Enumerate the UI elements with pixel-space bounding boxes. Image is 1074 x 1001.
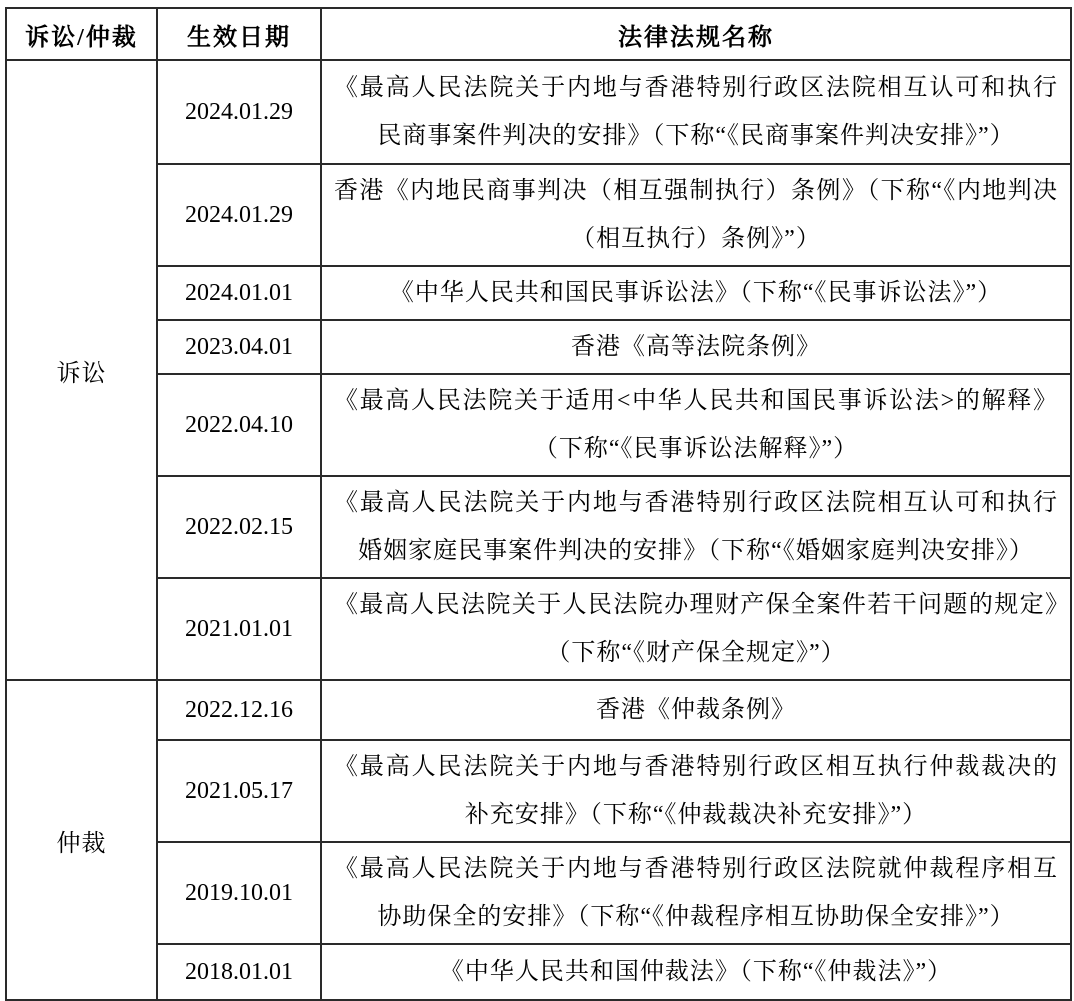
date-cell: 2022.02.15 — [157, 476, 321, 578]
law-name-cell: 《最高人民法院关于内地与香港特别行政区相互执行仲裁裁决的补充安排》（下称“《仲裁裁决补充安排》”） — [321, 740, 1071, 842]
category-cell-arbitration: 仲裁 — [6, 680, 157, 1000]
category-cell-litigation: 诉讼 — [6, 60, 157, 680]
table-row — [6, 164, 1071, 266]
law-name-cell: 《最高人民法院关于人民法院办理财产保全案件若干问题的规定》（下称“《财产保全规定》”） — [321, 578, 1071, 680]
law-name-cell: 香港《高等法院条例》 — [321, 320, 1071, 374]
table-row — [6, 266, 1071, 320]
table-row — [6, 374, 1071, 476]
date-cell: 2021.05.17 — [157, 740, 321, 842]
table-row — [6, 476, 1071, 578]
date-cell: 2019.10.01 — [157, 842, 321, 944]
law-name-cell: 香港《内地民商事判决（相互强制执行）条例》（下称“《内地判决（相互执行）条例》”） — [321, 164, 1071, 266]
table-row — [6, 680, 1071, 740]
date-cell: 2018.01.01 — [157, 944, 321, 1000]
table-header-row — [6, 8, 1071, 60]
table-row — [6, 578, 1071, 680]
table-row — [6, 740, 1071, 842]
law-name-cell: 《最高人民法院关于内地与香港特别行政区法院相互认可和执行婚姻家庭民事案件判决的安排》（下称“《婚姻家庭判决安排》） — [321, 476, 1071, 578]
law-name-cell: 《最高人民法院关于内地与香港特别行政区法院相互认可和执行民商事案件判决的安排》（下称“《民商事案件判决安排》”） — [321, 60, 1071, 164]
law-name-cell: 《中华人民共和国仲裁法》（下称“《仲裁法》”） — [321, 944, 1071, 1000]
header-category: 诉讼/仲裁 — [6, 8, 157, 60]
header-effective-date: 生效日期 — [157, 8, 321, 60]
date-cell: 2022.12.16 — [157, 680, 321, 740]
date-cell: 2021.01.01 — [157, 578, 321, 680]
table-row — [6, 320, 1071, 374]
law-name-cell: 《中华人民共和国民事诉讼法》（下称“《民事诉讼法》”） — [321, 266, 1071, 320]
law-name-cell: 《最高人民法院关于内地与香港特别行政区法院就仲裁程序相互协助保全的安排》（下称“《仲裁程序相互协助保全安排》”） — [321, 842, 1071, 944]
date-cell: 2022.04.10 — [157, 374, 321, 476]
law-name-cell: 香港《仲裁条例》 — [321, 680, 1071, 740]
laws-regulations-table — [5, 7, 1072, 1001]
date-cell: 2024.01.01 — [157, 266, 321, 320]
date-cell: 2024.01.29 — [157, 60, 321, 164]
date-cell: 2023.04.01 — [157, 320, 321, 374]
table-row — [6, 842, 1071, 944]
table-row — [6, 944, 1071, 1000]
header-law-name: 法律法规名称 — [321, 8, 1071, 60]
law-name-cell: 《最高人民法院关于适用<中华人民共和国民事诉讼法>的解释》（下称“《民事诉讼法解释》”） — [321, 374, 1071, 476]
date-cell: 2024.01.29 — [157, 164, 321, 266]
table-row — [6, 60, 1071, 164]
